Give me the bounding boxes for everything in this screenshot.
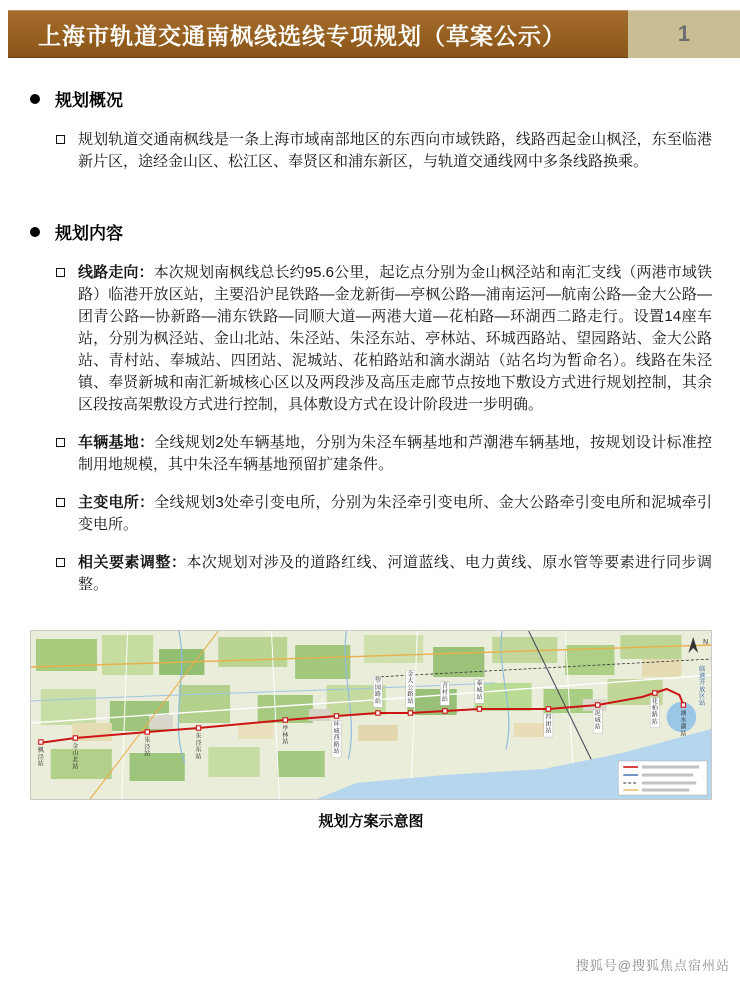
section-title-content: 规划内容 [55,224,123,243]
route-map [30,630,712,831]
station-label: 花柏路站 [651,697,658,726]
item-label: 车辆基地： [78,434,155,451]
list-item-adjustment [56,552,712,596]
station-label: 临港开放区站 [699,665,706,708]
station-label: 金山北站 [72,742,79,771]
north-label: N [703,638,709,647]
section-heading-content [30,219,712,244]
square-bullet-icon [56,558,65,567]
station-marker [196,726,200,730]
item-body: 本次规划南枫线总长约95.6公里，起讫点分别为金山枫泾站和南汇支线（两港市域铁路）临港开放区站，主要沿沪昆铁路—金龙新街—亭枫公路—浦南运河—航南公路—金大公路—团青公路—协新路—浦东铁路—同顺大道—两港大道—花柏路—环湖西二路走行。设置14座车站，分别为枫泾站、金山北站、朱泾站、朱泾东站、亭林站、环城西路站、望园路站、金大公路站、青村站、奉城站、四团站、泥城站、花柏路站和滴水湖站（站名均为暂命名）。线路在朱泾镇、奉贤新城和南汇新城核心区以及两段涉及高压走廊节点按地下敷设方式进行规划控制，其余区段按高架敷设方式进行控制，具体敷设方式在设计阶段进一步明确。 [78,264,712,413]
item-body: 本次规划对涉及的道路红线、河道蓝线、电力黄线、原水管等要素进行同步调整。 [78,554,712,593]
section-heading-overview [30,86,712,111]
station-label: 奉城站 [476,680,483,702]
watermark: 搜狐号@搜狐焦点宿州站 [575,958,730,973]
station-label: 四团站 [545,713,552,735]
station-label: 环城西路站 [333,720,340,756]
item-text [78,552,712,596]
square-bullet-icon [56,135,65,144]
list-item-substation [56,492,712,536]
content-area [0,58,740,831]
station-marker [334,714,338,718]
station-marker [477,707,481,711]
circle-bullet-icon [30,94,40,104]
circle-bullet-icon [30,227,40,237]
station-marker [653,691,657,695]
page-number-box [628,10,740,58]
station-marker [408,711,412,715]
station-label: 亭林站 [282,724,289,746]
station-marker [681,703,685,707]
item-label: 相关要素调整： [78,554,187,571]
page-number: 1 [677,21,691,46]
station-label: 枫泾站 [37,746,44,768]
item-text [78,492,712,536]
section-title-overview: 规划概况 [55,91,123,110]
square-bullet-icon [56,438,65,447]
item-label: 线路走向： [78,264,154,281]
station-label: 泥城站 [594,709,601,731]
list-item-depot [56,432,712,476]
station-label: 青村站 [441,682,448,704]
list-item-route [56,262,712,416]
station-marker [443,709,447,713]
item-body: 全线规划3处牵引变电所，分别为朱泾牵引变电所、金大公路牵引变电所和泥城牵引变电所。 [78,494,712,533]
item-text [78,432,712,476]
header [8,10,740,58]
station-marker [73,736,77,740]
map-caption: 规划方案示意图 [318,813,424,830]
map-legend [618,761,707,795]
station-label: 朱泾东站 [195,732,202,761]
map-svg [31,631,711,799]
header-title-bar [8,10,628,58]
station-marker [595,703,599,707]
station-marker [283,718,287,722]
station-marker [145,730,149,734]
page-title: 上海市轨道交通南枫线选线专项规划（草案公示） [38,22,566,49]
item-text [78,129,712,173]
station-marker [39,740,43,744]
map-background [31,631,711,799]
station-marker [376,711,380,715]
station-marker [546,707,550,711]
station-label: 金大公路站 [407,670,414,706]
item-text [78,262,712,416]
item-body: 规划轨道交通南枫线是一条上海市域南部地区的东西向市域铁路，线路西起金山枫泾，东至临港新片区，途经金山区、松江区、奉贤区和浦东新区，与轨道交通线网中多条线路换乘。 [78,131,712,170]
item-label: 主变电所： [78,494,155,511]
station-label: 滴水湖站 [680,709,687,738]
square-bullet-icon [56,498,65,507]
map-image [30,630,712,800]
station-label: 朱泾站 [144,736,151,758]
square-bullet-icon [56,268,65,277]
station-label: 望园路站 [374,677,381,706]
list-item-overview [56,129,712,173]
item-body: 全线规划2处车辆基地，分别为朱泾车辆基地和芦潮港车辆基地，按规划设计标准控制用地规模，其中朱泾车辆基地预留扩建条件。 [78,434,712,473]
